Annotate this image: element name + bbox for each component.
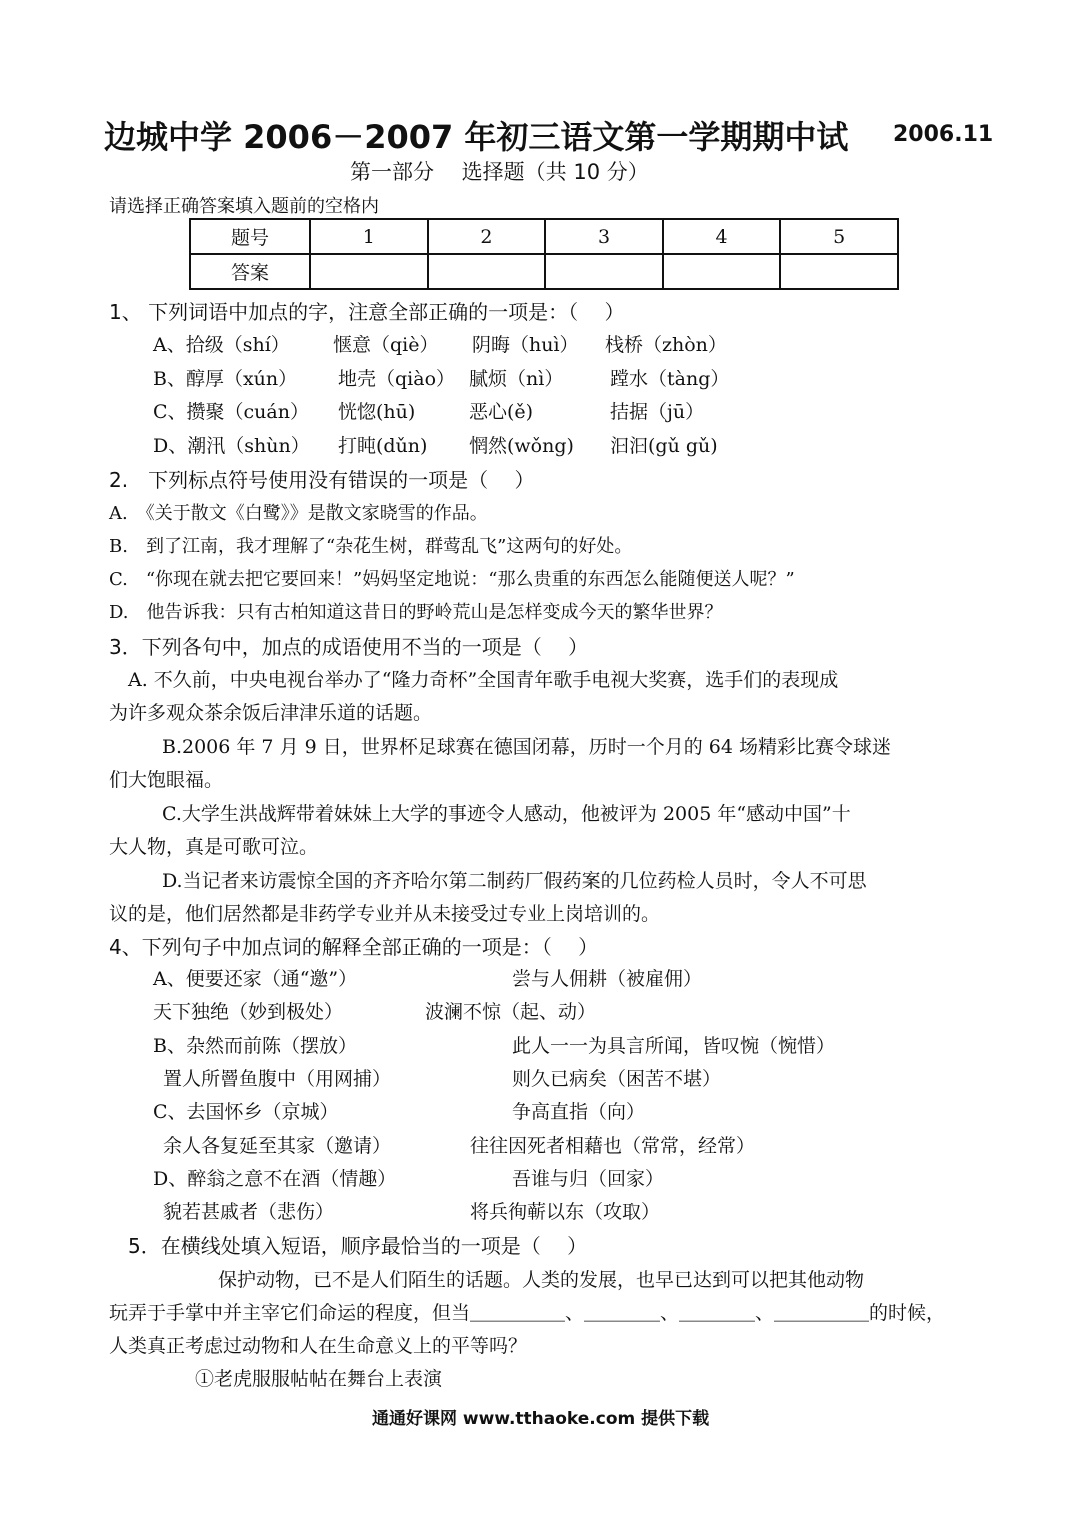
q1-option-d-4: 汩汩(gǔ gǔ) (610, 435, 718, 457)
q4-d-right: 吾谁与归（回家） (512, 1168, 665, 1190)
q4-b2-left: 置人所罾鱼腹中（用网捕） (163, 1068, 392, 1090)
q2-stem: 2. 下列标点符号使用没有错误的一项是（ ） (109, 468, 535, 492)
q4-b-right: 此人一一为具言所闻，皆叹惋（惋惜） (512, 1035, 836, 1057)
q1-option-a-4: 栈桥（zhòn） (605, 334, 727, 356)
q3-option-b-line1: B.2006 年 7 月 9 日，世界杯足球赛在德国闭幕，历时一个月的 64 场精彩比赛令球迷 (162, 736, 891, 758)
q2-option-c: C. “你现在就去把它要回来！”妈妈坚定地说：“那么贵重的东西怎么能随便送人呢？” (109, 569, 795, 590)
number-cell: 4 (663, 219, 781, 254)
answer-table-number-row (190, 219, 898, 254)
q1-option-b-4: 蹚水（tàng） (610, 368, 730, 390)
number-cell: 1 (310, 219, 428, 254)
q4-b-left: B、杂然而前陈（摆放） (153, 1035, 357, 1057)
q4-c-right: 争高直指（向） (512, 1101, 646, 1123)
q1-option-a-2: 惬意（qiè） (333, 334, 439, 356)
q5-stem: 5．在横线处填入短语，顺序最恰当的一项是（ ） (128, 1234, 588, 1258)
q1-option-a-3: 阴晦（huì） (472, 334, 579, 356)
q4-a-left: A、便要还家（通“邀”） (153, 968, 358, 990)
q1-option-a-1: A、拾级（shí） (153, 334, 290, 356)
q1-option-c-2: 恍惚(hū) (338, 401, 416, 423)
q3-option-c-line2: 大人物，真是可歌可泣。 (109, 836, 319, 858)
q1-option-d-3: 惘然(wǒng) (469, 435, 574, 457)
q2-option-b: B. 到了江南，我才理解了“杂花生树，群莺乱飞”这两句的好处。 (109, 536, 633, 557)
q3-option-a-line2: 为许多观众茶余饭后津津乐道的话题。 (109, 702, 433, 724)
q4-d-left: D、醉翁之意不在酒（情趣） (153, 1168, 397, 1190)
q1-option-c-3: 恶心(ě) (469, 401, 534, 423)
answer-cell-2[interactable] (428, 254, 546, 289)
answer-cell-3[interactable] (545, 254, 663, 289)
q3-option-d-line1: D.当记者来访震惊全国的齐齐哈尔第二制药厂假药案的几位药检人员时，令人不可思 (162, 870, 867, 892)
footer-source: 通通好课网 www.tthaoke.com 提供下载 (372, 1409, 710, 1429)
answer-table (189, 218, 899, 290)
q1-stem: 1、 下列词语中加点的字，注意全部正确的一项是：（ ） (109, 300, 625, 324)
part-title: 第一部分 选择题（共 10 分） (350, 160, 649, 184)
q4-c2-right: 往往因死者相藉也（常常，经常） (470, 1135, 756, 1157)
answer-cell-4[interactable] (663, 254, 781, 289)
q3-option-d-line2: 议的是，他们居然都是非药学专业并从未接受过专业上岗培训的。 (109, 903, 661, 925)
number-label-cell: 题号 (190, 219, 310, 254)
q4-c2-left: 余人各复延至其家（邀请） (163, 1135, 392, 1157)
q1-option-c-4: 拮据（jū） (610, 401, 705, 423)
q4-a-right: 尝与人佣耕（被雇佣） (512, 968, 703, 990)
q1-option-c-1: C、攒聚（cuán） (153, 401, 309, 423)
q1-option-b-2: 地壳（qiào） (338, 368, 456, 390)
q4-a2-right: 波澜不惊（起、动） (425, 1001, 597, 1023)
number-cell: 5 (780, 219, 898, 254)
q3-option-b-line2: 们大饱眼福。 (109, 769, 224, 791)
q5-passage-line1: 保护动物，已不是人们陌生的话题。人类的发展，也早已达到可以把其他动物 (218, 1269, 865, 1291)
q4-a2-left: 天下独绝（妙到极处） (153, 1001, 344, 1023)
q3-option-c-line1: C.大学生洪战辉带着妹妹上大学的事迹令人感动，他被评为 2005 年“感动中国”十 (162, 803, 851, 825)
q5-passage-line3: 人类真正考虑过动物和人在生命意义上的平等吗？ (109, 1335, 528, 1357)
answer-label-cell: 答案 (190, 254, 310, 289)
q4-stem: 4、下列句子中加点词的解释全部正确的一项是：（ ） (109, 935, 599, 959)
exam-title: 边城中学 2006－2007 年初三语文第一学期期中试 (104, 118, 849, 156)
number-cell: 2 (428, 219, 546, 254)
q4-d2-left: 貌若甚戚者（悲伤） (163, 1201, 335, 1223)
q3-stem: 3．下列各句中，加点的成语使用不当的一项是（ ） (109, 635, 589, 659)
q1-option-d-1: D、潮汛（shùn） (153, 435, 310, 457)
q4-d2-right: 将兵徇蕲以东（攻取） (470, 1201, 661, 1223)
q1-option-b-1: B、醇厚（xún） (153, 368, 298, 390)
q5-item-1: ①老虎服服帖帖在舞台上表演 (195, 1368, 443, 1390)
q1-option-d-2: 打盹(dǔn) (338, 435, 428, 457)
answer-cell-5[interactable] (780, 254, 898, 289)
answer-table-answer-row (190, 254, 898, 289)
q4-b2-right: 则久已病矣（困苦不堪） (512, 1068, 722, 1090)
q5-passage-line2: 玩弄于手掌中并主宰它们命运的程度，但当＿＿＿＿＿、＿＿＿＿、＿＿＿＿、＿＿＿＿＿的时候， (109, 1302, 946, 1324)
q2-option-d: D. 他告诉我：只有古柏知道这昔日的野岭荒山是怎样变成今天的繁华世界？ (109, 602, 723, 623)
q1-option-b-3: 腻烦（nì） (469, 368, 564, 390)
q2-option-a: A. 《关于散文《白鹭》》是散文家晓雪的作品。 (109, 503, 488, 524)
answer-cell-1[interactable] (310, 254, 428, 289)
instruction: 请选择正确答案填入题前的空格内 (109, 196, 379, 217)
exam-date: 2006.11 (893, 122, 994, 147)
q3-option-a-line1: A. 不久前，中央电视台举办了“隆力奇杯”全国青年歌手电视大奖赛，选手们的表现成 (128, 669, 839, 691)
q4-c-left: C、去国怀乡（京城） (153, 1101, 339, 1123)
number-cell: 3 (545, 219, 663, 254)
